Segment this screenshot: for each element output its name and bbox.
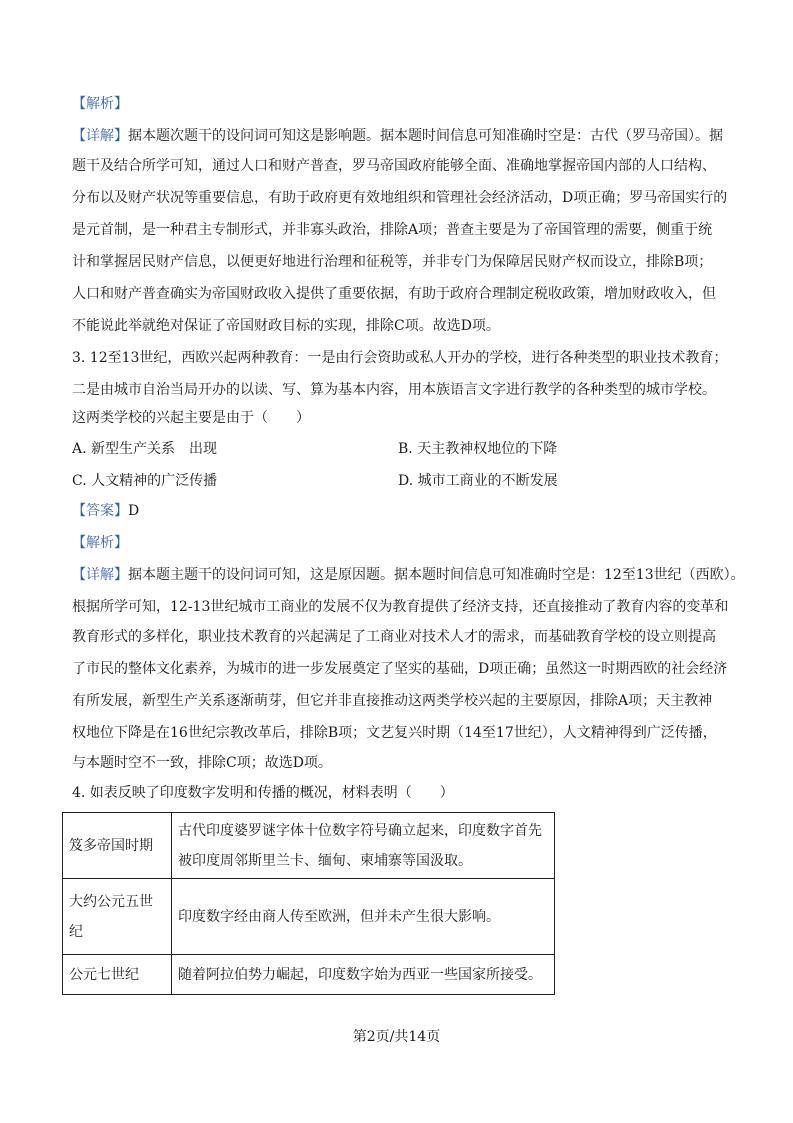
detail-line: 根据所学可知，12-13世纪城市工商业的发展不仅为教育提供了经济支持，还直接推动了教育内容的变革和 (72, 599, 729, 615)
detail-line: 题干及结合所学可知，通过人口和财产普查，罗马帝国政府能够全面、准确地掌握帝国内部的人口结构、 (72, 158, 716, 174)
detail-tag: 【详解】 (72, 128, 128, 144)
question-stem-line: 这两类学校的兴起主要是由于（ ） (72, 410, 310, 426)
question-stem-line: 4. 如表反映了印度数字发明和传播的概况，材料表明（ ） (72, 785, 454, 801)
answer-tag: 【答案】 (72, 503, 128, 519)
cell-line: 大约公元五世 (69, 893, 153, 910)
detail-line (72, 566, 745, 584)
option-a: A. 新型生产关系 出现 (72, 441, 218, 457)
detail-line: 计和掌握居民财产信息，以便更好地进行治理和征税等，并非专门为保障居民财产权而设立，排除B项； (72, 254, 713, 270)
table-row (63, 879, 555, 955)
detail-line: 权地位下降是在16世纪宗教改革后，排除B项；文艺复兴时期（14至17世纪），人文精神得到广泛传播， (72, 725, 717, 741)
detail-text: 据本题主题干的设问词可知，这是原因题。据本题时间信息可知准确时空是：12至13世纪（西欧）。 (128, 567, 745, 583)
detail-text: 据本题次题干的设问词可知这是影响题。据本题时间信息可知准确时空是：古代（罗马帝国）。据 (128, 128, 723, 144)
history-table (62, 812, 555, 995)
detail-line: 是元首制，是一种君主专制形式，并非寡头政治，排除A项；普查主要是为了帝国管理的需要，侧重于统 (72, 222, 713, 238)
question-stem-line: 3. 12至13世纪，西欧兴起两种教育：一是由行会资助或私人开办的学校，进行各种类型的职业技术教育； (72, 350, 728, 366)
table-cell-period: 笈多帝国时期 (63, 813, 172, 879)
detail-line: 与本题时空不一致，排除C项；故选D项。 (72, 755, 332, 771)
option-b: B. 天主教神权地位的下降 (398, 441, 558, 457)
analysis-tag: 【解析】 (72, 535, 128, 551)
table-row (63, 813, 555, 879)
detail-line: 有所发展，新型生产关系逐渐萌芽，但它并非直接推动这两类学校兴起的主要原因，排除A项；天主教神 (72, 693, 713, 709)
detail-line: 不能说此举就绝对保证了帝国财政目标的实现，排除C项。故选D项。 (72, 318, 500, 334)
option-d: D. 城市工商业的不断发展 (398, 473, 558, 489)
page-number: 第2页/共14页 (352, 1029, 441, 1045)
table-cell-content (172, 813, 555, 879)
table-cell-period (63, 879, 172, 955)
answer-value: D (128, 503, 140, 519)
detail-line: 人口和财产普查确实为帝国财政收入提供了重要依据，有助于政府合理制定税收政策，增加财政收入，但 (72, 286, 716, 302)
table-row (63, 955, 555, 995)
cell-line: 被印度周邻斯里兰卡、缅甸、柬埔寨等国汲取。 (178, 852, 472, 869)
detail-line: 教育形式的多样化，职业技术教育的兴起满足了工商业对技术人才的需求，而基础教育学校的设立则提高 (72, 629, 716, 645)
option-c: C. 人文精神的广泛传播 (72, 473, 218, 489)
answer-line (72, 502, 139, 520)
question-stem-line: 二是由城市自治当局开办的以读、写、算为基本内容，用本族语言文字进行教学的各种类型的城市学校。 (72, 382, 716, 398)
detail-line (72, 127, 723, 145)
table-cell-content: 印度数字经由商人传至欧洲，但并未产生很大影响。 (172, 879, 555, 955)
detail-line: 分布以及财产状况等重要信息，有助于政府更有效地组织和管理社会经济活动，D项正确；罗马帝国实行的 (72, 190, 728, 206)
analysis-tag: 【解析】 (72, 96, 128, 112)
table-cell-period: 公元七世纪 (63, 955, 172, 995)
detail-line: 了市民的整体文化素养，为城市的进一步发展奠定了坚实的基础，D项正确；虽然这一时期西欧的社会经济 (72, 661, 728, 677)
table-cell-content: 随着阿拉伯势力崛起，印度数字始为西亚一些国家所接受。 (172, 955, 555, 995)
cell-line: 古代印度婆罗谜字体十位数字符号确立起来，印度数字首先 (178, 822, 542, 839)
cell-line: 纪 (69, 923, 83, 940)
detail-tag: 【详解】 (72, 567, 128, 583)
